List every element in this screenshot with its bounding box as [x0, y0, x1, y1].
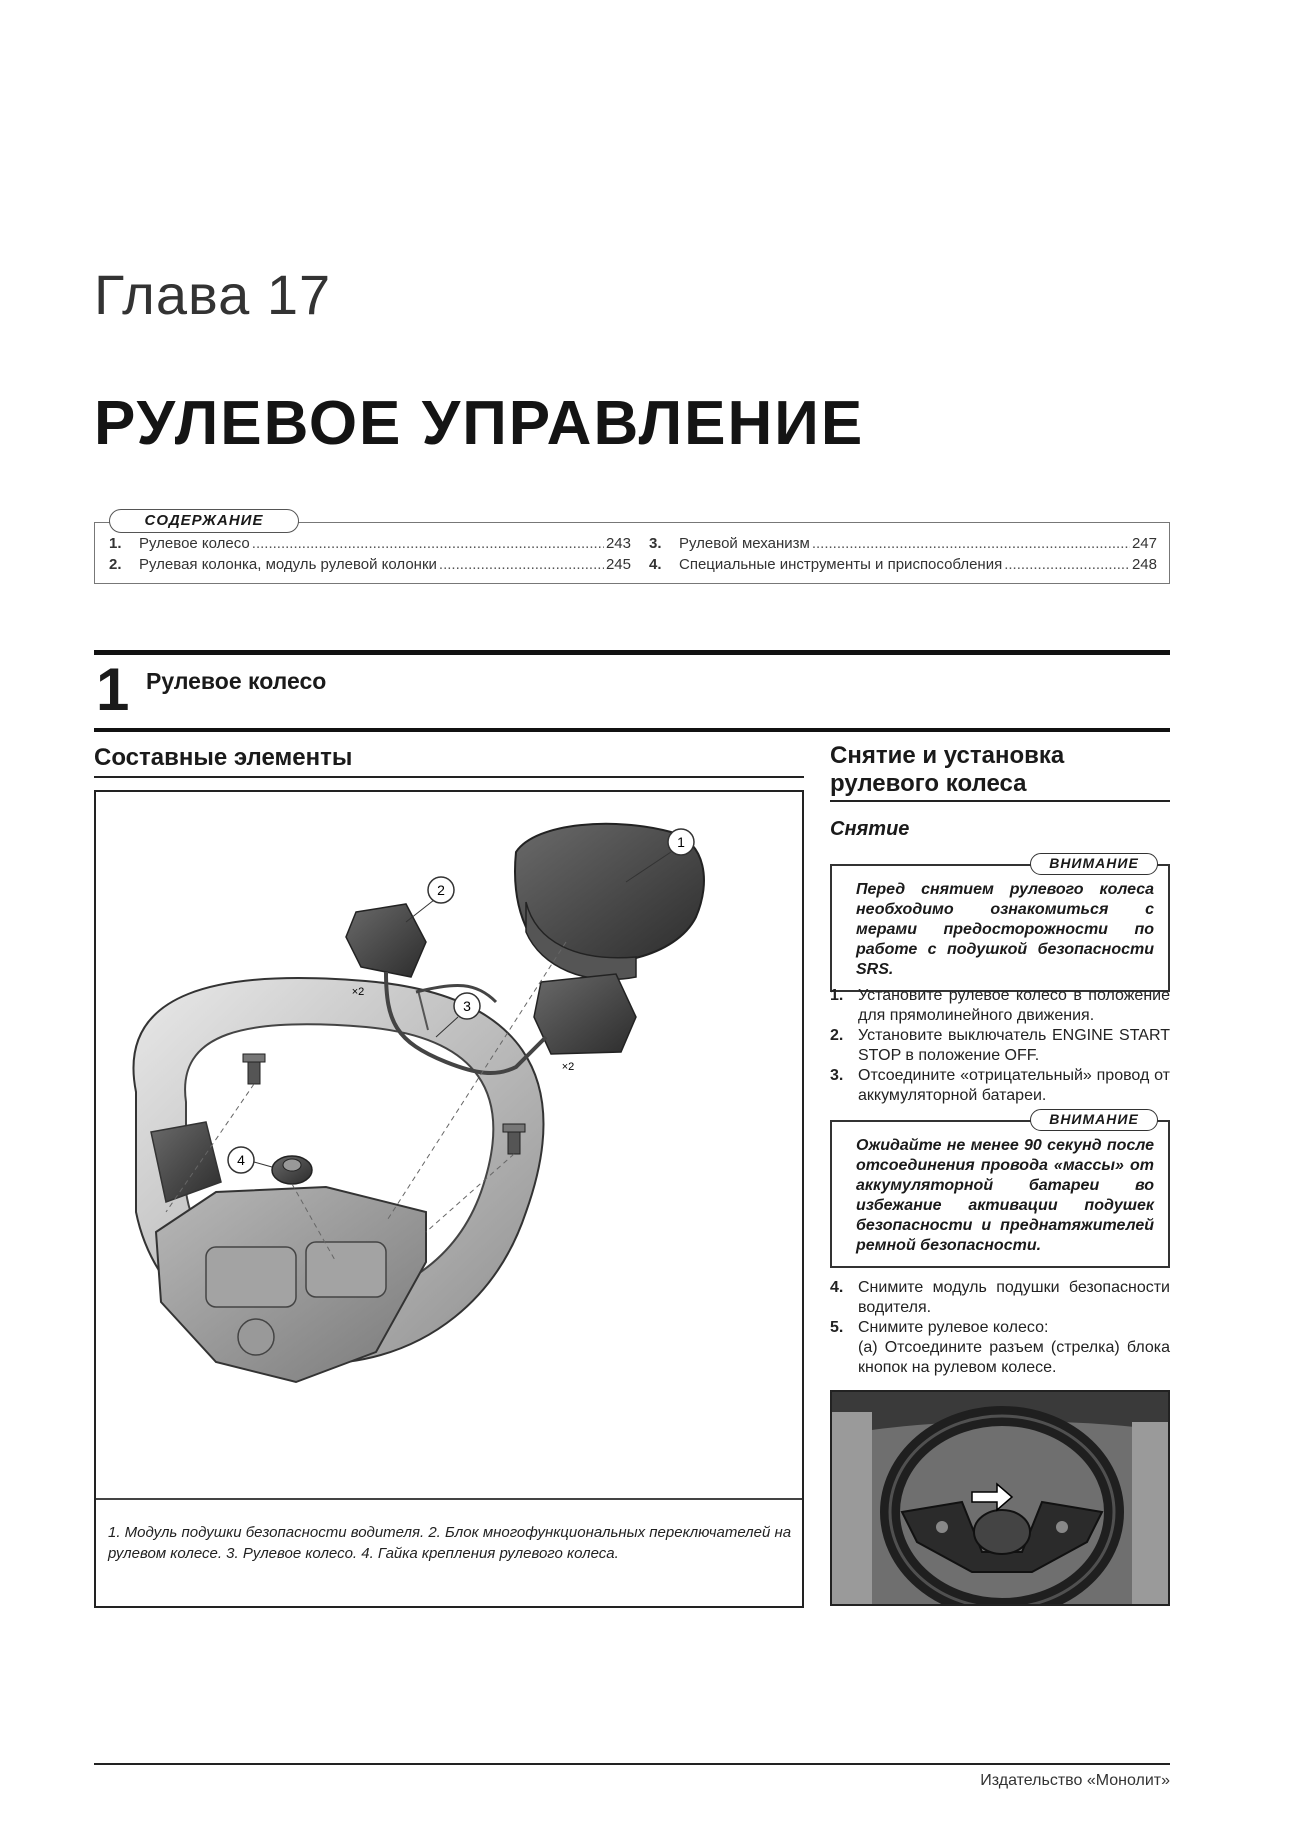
table-of-contents — [94, 512, 1170, 584]
figure-caption: 1. Модуль подушки безопасности водителя. 2. Блок многофункциональных переключателей на рулевом колесе. 3. Рулевое колесо. 4. Гайка крепления рулевого колеса. — [108, 1524, 792, 1562]
switch-block-left — [346, 904, 426, 977]
step-number: 4. — [830, 1279, 844, 1296]
warning-box-2 — [830, 1111, 1170, 1268]
photo-illustration — [832, 1392, 1170, 1606]
toc-item-text: Рулевое колесо — [139, 535, 250, 552]
step-number: 2. — [830, 1027, 844, 1044]
toc-item[interactable] — [649, 556, 1157, 577]
steering-wheel-nut — [272, 1156, 312, 1184]
toc-label: СОДЕРЖАНИЕ — [109, 509, 299, 533]
steering-wheel-photo — [830, 1390, 1170, 1606]
components-figure — [94, 790, 804, 1608]
step-text: Установите выключатель ENGINE START STOP в положение OFF. — [858, 1027, 1170, 1064]
step-item — [830, 1278, 1170, 1318]
toc-item[interactable] — [109, 535, 631, 556]
toc-item-text: Специальные инструменты и приспособления — [679, 556, 1003, 573]
substep-text: (а) Отсоедините разъем (стрелка) блока кнопок на рулевом колесе. — [858, 1339, 1170, 1376]
toc-leader-dots — [439, 556, 604, 573]
steps-list-2 — [830, 1278, 1170, 1378]
components-heading-rule — [94, 776, 804, 778]
warning-label: ВНИМАНИЕ — [1030, 853, 1158, 875]
toc-item-page: 248 — [1131, 556, 1157, 573]
toc-item[interactable] — [109, 556, 631, 577]
procedure-heading-rule — [830, 800, 1170, 802]
step-text: Отсоедините «отрицательный» провод от аккумуляторной батареи. — [858, 1067, 1170, 1104]
page-title: РУЛЕВОЕ УПРАВЛЕНИЕ — [94, 389, 865, 458]
toc-item-number: 4. — [649, 556, 662, 573]
step-text: Установите рулевое колесо в положение для прямолинейного движения. — [858, 987, 1170, 1024]
callout-1: 1 — [677, 834, 685, 850]
footer-rule — [94, 1763, 1170, 1765]
step-text: Снимите рулевое колесо: — [858, 1319, 1049, 1336]
warning-label: ВНИМАНИЕ — [1030, 1109, 1158, 1131]
callout-4: 4 — [237, 1152, 245, 1168]
step-number: 1. — [830, 987, 844, 1004]
section-rule-top — [94, 650, 1170, 655]
warning-box-1 — [830, 855, 1170, 992]
components-heading: Составные элементы — [94, 744, 353, 771]
removal-label: Снятие — [830, 818, 910, 840]
procedure-heading: Снятие и установка рулевого колеса — [830, 742, 1065, 797]
toc-item-text: Рулевая колонка, модуль рулевой колонки — [139, 556, 437, 573]
step-item — [830, 1026, 1170, 1066]
section-number: 1 — [96, 656, 130, 723]
caption-divider — [96, 1498, 802, 1500]
toc-item-page: 247 — [1131, 535, 1157, 552]
toc-column-left — [109, 535, 631, 577]
warning-text: Перед снятием рулевого колеса необходимо ознакомиться с мерами предосторожности по работе с подушкой безопасности SRS. — [856, 881, 1154, 978]
step-item — [830, 1318, 1170, 1338]
toc-item[interactable] — [649, 535, 1157, 556]
toc-leader-dots — [812, 535, 1130, 552]
steps-list-1 — [830, 986, 1170, 1106]
quantity-mark: ×2 — [561, 1061, 575, 1073]
section-title: Рулевое колесо — [146, 668, 327, 694]
warning-text: Ожидайте не менее 90 секунд после отсоединения провода «массы» от аккумуляторной батареи во избежание активации подушек безопасности и преднатяжителей ремной безопасности. — [856, 1137, 1154, 1254]
step-item — [830, 986, 1170, 1026]
toc-leader-dots — [252, 535, 604, 552]
toc-item-number: 3. — [649, 535, 662, 552]
publisher-footer: Издательство «Монолит» — [980, 1772, 1170, 1789]
toc-leader-dots — [1004, 556, 1130, 573]
toc-item-number: 2. — [109, 556, 122, 573]
substep-item — [830, 1338, 1170, 1378]
quantity-mark: ×2 — [351, 986, 365, 998]
toc-item-text: Рулевой механизм — [679, 535, 810, 552]
step-number: 3. — [830, 1067, 844, 1084]
section-rule-bottom — [94, 728, 1170, 732]
steering-wheel-diagram — [96, 792, 802, 1492]
toc-item-number: 1. — [109, 535, 122, 552]
step-text: Снимите модуль подушки безопасности водителя. — [858, 1279, 1170, 1316]
toc-column-right — [649, 535, 1157, 577]
toc-item-page: 245 — [605, 556, 631, 573]
callout-3: 3 — [463, 998, 471, 1014]
toc-item-page: 243 — [605, 535, 631, 552]
step-item — [830, 1066, 1170, 1106]
chapter-label: Глава 17 — [94, 263, 332, 326]
callout-2: 2 — [437, 882, 445, 898]
step-number: 5. — [830, 1319, 844, 1336]
switch-block-right — [534, 974, 636, 1054]
